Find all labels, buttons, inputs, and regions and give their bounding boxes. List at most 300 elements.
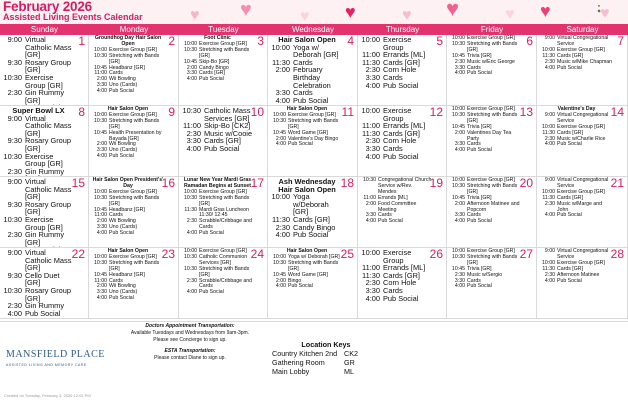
event-title: Stretching with Bands [GR] <box>109 52 160 65</box>
event-time: 11:30 <box>272 57 290 67</box>
event-title: Pub Social <box>383 151 419 161</box>
event-time: 10:45 <box>94 64 107 71</box>
event-title: Pub Social <box>557 141 582 148</box>
day-cell <box>0 106 89 177</box>
day-number: 18 <box>340 177 354 190</box>
event-time: 3:30 <box>186 136 201 146</box>
event-title: Music w/Cooie <box>204 128 253 138</box>
day-header: Monday <box>89 24 179 35</box>
event-time: 3:30 <box>454 64 465 71</box>
day-number: 7 <box>617 35 624 48</box>
location-code: GR <box>344 358 355 367</box>
event-item <box>182 77 253 83</box>
location-name: Country Kitchen 2nd <box>272 349 338 358</box>
event-title: Headbanz [GR] <box>109 64 145 71</box>
event-item <box>450 71 522 77</box>
calendar-title: Assisted Living Events Calendar <box>3 12 143 22</box>
event-list <box>271 178 343 239</box>
heart-icon: ♥ <box>190 7 200 24</box>
event-time: 4:00 <box>186 289 197 296</box>
event-item <box>182 107 253 122</box>
day-number: 20 <box>519 177 533 190</box>
event-time: 9:30 <box>7 136 22 146</box>
day-header: Tuesday <box>179 24 268 35</box>
event-title: Pub Social <box>557 212 582 219</box>
event-list <box>3 178 74 248</box>
event-title: Cards [GR] <box>383 270 420 280</box>
event-item <box>271 66 343 89</box>
event-time: 2:00 <box>275 65 290 75</box>
event-time: 9:00 <box>544 35 555 41</box>
location-code: CK2 <box>344 349 358 358</box>
event-time: 3:30 <box>96 289 107 296</box>
event-list <box>450 178 522 225</box>
heart-icon: ♥ <box>345 2 356 22</box>
event-time: 10:30 <box>3 151 22 161</box>
event-title: Cards <box>109 212 123 219</box>
event-title: Corn Hole <box>383 278 417 288</box>
event-time: 10:45 <box>452 52 465 59</box>
event-list <box>3 107 74 177</box>
day-number: 9 <box>168 106 175 119</box>
event-title: Cards [GR] <box>383 128 420 138</box>
event-time: 3:30 <box>365 285 380 295</box>
event-time: 2:00 <box>454 129 465 136</box>
event-item <box>3 115 74 138</box>
day-number: 10 <box>250 106 264 119</box>
calendar-header <box>0 0 628 24</box>
event-title: Word Game [GR] <box>288 129 328 136</box>
event-item <box>450 113 522 125</box>
event-item <box>92 89 164 95</box>
event-title: Exercise Group <box>383 248 412 265</box>
event-time: 10:30 <box>184 253 197 260</box>
day-header: Sunday <box>0 24 89 35</box>
event-time: 10:00 <box>271 192 290 202</box>
event-title: Pub Social <box>288 283 313 290</box>
event-item <box>182 196 253 208</box>
day-header: Friday <box>447 24 537 35</box>
event-title: Music w/Sergio <box>467 271 503 278</box>
event-time: 3:30 <box>365 212 376 219</box>
event-time: 3:30 <box>365 72 380 82</box>
event-item <box>450 148 522 154</box>
event-time: 11:30 <box>542 52 555 59</box>
event-time: 10:45 <box>94 206 107 213</box>
event-time: 2:00 <box>454 200 465 207</box>
event-title: Cards <box>378 212 392 219</box>
event-title: Exercise Group [GR] <box>467 106 515 112</box>
event-list <box>92 178 164 237</box>
heart-icon: ♥ <box>446 0 460 21</box>
heart-icon: ♥ <box>505 6 515 23</box>
event-time: 11:30 <box>362 128 380 138</box>
event-time: 11:00 <box>362 263 380 273</box>
event-item <box>3 178 74 201</box>
event-list <box>361 107 432 160</box>
event-item <box>361 249 432 264</box>
event-title: Exercise Group [GR] <box>109 188 157 195</box>
day-number: 15 <box>71 177 85 190</box>
event-title: Cards <box>293 88 313 98</box>
logo-badge-icon: ● ◆ <box>597 3 601 13</box>
event-title: Exercise Group <box>383 106 412 123</box>
event-title: Exercise Group [GR] <box>557 46 605 53</box>
event-title: Trivia [GR] <box>467 265 492 272</box>
event-item <box>3 231 74 246</box>
event-item <box>3 168 74 177</box>
event-item <box>361 153 432 161</box>
event-time: 11:30 <box>184 206 197 213</box>
event-title: February Birthday Celebration <box>293 65 331 90</box>
event-title: Pub Social <box>293 230 329 240</box>
event-title: Errands [ML] <box>383 50 426 60</box>
event-title: Exercise Group [GR] <box>25 72 63 90</box>
event-title: Virtual Catholic Mass [GR] <box>25 177 72 202</box>
event-title: Exercise Group [GR] <box>467 35 515 41</box>
event-title: Pub Social <box>199 76 224 83</box>
event-item <box>3 249 74 272</box>
event-item <box>92 261 164 273</box>
event-item <box>271 97 343 105</box>
event-item <box>540 113 613 125</box>
transport-title: Doctors Appointment Transportation: <box>145 323 235 329</box>
event-title: Exercise Group [GR] <box>199 188 247 195</box>
event-time: 9:00 <box>7 177 22 186</box>
event-title: Candy Bingo <box>199 64 229 71</box>
event-list <box>540 178 613 219</box>
event-time: 10:00 <box>271 42 290 52</box>
event-title: Exercise Group [GR] <box>109 111 157 118</box>
location-name: Main Lobby <box>272 367 310 376</box>
location-keys <box>272 340 366 376</box>
heart-icon: ♥ <box>600 5 610 22</box>
event-item <box>182 231 253 237</box>
event-list <box>92 249 164 302</box>
event-list <box>540 249 613 284</box>
day-special-heading: Hair Salon Open President's' Day <box>92 177 164 189</box>
event-list <box>92 107 164 160</box>
event-title: Wii Bowling <box>109 141 136 148</box>
event-list <box>271 249 343 290</box>
event-time: 10:00 <box>361 106 380 115</box>
event-list <box>450 249 522 290</box>
event-title: Bingo <box>288 277 302 284</box>
event-title: Errands [ML] <box>383 263 426 273</box>
event-time: 4:00 <box>96 153 107 160</box>
event-list <box>271 36 343 104</box>
day-special-heading: Foot Clinic <box>204 35 231 41</box>
location-row <box>272 349 366 358</box>
event-time: 2:00 <box>365 200 376 207</box>
day-special-heading: Super Bowl LX <box>12 106 65 115</box>
event-time: 11:30 <box>542 265 555 272</box>
event-time: 4:00 <box>96 88 107 95</box>
event-list <box>182 36 253 83</box>
event-title: Virtual Congregational Service <box>557 35 609 47</box>
event-time: 4:00 <box>96 230 107 237</box>
event-time: 4:00 <box>365 218 376 225</box>
day-number: 4 <box>347 35 354 48</box>
location-row <box>272 367 366 376</box>
event-title: Uno (Cards) <box>109 82 138 89</box>
event-time: 10:00 <box>452 35 465 41</box>
event-list <box>3 249 74 317</box>
event-title: Stretching with Bands [GR] <box>288 259 339 272</box>
event-time: 10:30 <box>452 111 465 118</box>
event-title: Catholic Communion Services [GR] <box>199 253 248 266</box>
event-time: 2:30 <box>454 58 465 65</box>
event-time: 9:00 <box>7 113 22 123</box>
event-item <box>361 82 432 90</box>
day-number: 27 <box>519 248 533 261</box>
day-cell <box>179 35 268 106</box>
event-time: 4:00 <box>365 151 380 161</box>
event-time: 10:30 <box>3 72 22 82</box>
event-title: Exercise Group [GR] <box>288 111 336 118</box>
event-title: Word Game [GR] <box>288 271 328 278</box>
event-item <box>3 89 74 104</box>
event-title: Virtual Congregational Service <box>557 177 609 189</box>
event-list <box>271 107 343 148</box>
event-time: 9:30 <box>7 57 22 67</box>
event-title: Valentine's Day Bingo <box>288 135 339 142</box>
event-title: Errands [ML] <box>378 194 408 201</box>
event-title: Corn Hole <box>383 65 417 75</box>
event-title: Exercise Group [GR] <box>199 248 247 254</box>
event-item <box>361 107 432 122</box>
brand-subtitle: ASSISTED LIVING AND MEMORY CARE <box>6 363 87 367</box>
event-time: 10:00 <box>361 35 380 44</box>
event-title: Uno (Cards) <box>109 224 138 231</box>
event-time: 10:45 <box>273 271 286 278</box>
event-time: 4:00 <box>544 141 555 148</box>
day-number: 2 <box>168 35 175 48</box>
day-cell <box>0 35 89 106</box>
day-cell <box>268 177 358 248</box>
event-title: Pub Social <box>383 293 419 303</box>
day-cell <box>537 248 628 319</box>
day-cell <box>537 35 628 106</box>
event-list <box>361 36 432 89</box>
event-time: 4:00 <box>186 230 197 237</box>
event-time: 10:00 <box>452 106 465 112</box>
event-title: Exercise Group [GR] <box>467 248 515 254</box>
day-cell <box>179 106 268 177</box>
event-title: Cards <box>109 277 123 284</box>
event-time: 10:30 <box>273 259 286 266</box>
event-item <box>3 201 74 216</box>
event-list <box>3 36 74 106</box>
day-number: 13 <box>519 106 533 119</box>
event-time: 10:45 <box>184 58 197 65</box>
event-time: 10:00 <box>542 259 555 266</box>
event-title: Rosary Group [GR] <box>25 199 72 217</box>
event-title: Pub Social <box>199 289 224 296</box>
event-time: 10:30 <box>3 214 22 224</box>
day-cell <box>89 248 179 319</box>
day-cell <box>537 177 628 248</box>
day-header: Wednesday <box>268 24 358 35</box>
event-title: Stretching with Bands [GR] <box>199 265 250 278</box>
event-time: 11:00 <box>362 121 380 131</box>
event-title: Virtual Catholic Mass [GR] <box>25 113 72 138</box>
event-item <box>450 42 522 54</box>
event-title: Uno (Cards) <box>109 147 138 154</box>
day-cell <box>89 35 179 106</box>
event-title: Music w/Mike Chapman <box>557 58 613 65</box>
event-time: 4:00 <box>365 80 380 90</box>
event-list <box>361 178 432 225</box>
event-item <box>540 142 613 148</box>
event-time: 10:30 <box>94 194 107 201</box>
event-time: 10:30 <box>94 52 107 59</box>
day-special-heading: Valentine's Day <box>557 106 596 112</box>
event-time: 10:30 <box>452 182 465 189</box>
event-time: 3:30 <box>96 147 107 154</box>
event-title: Scrabble/Cribbage and Cards <box>199 277 253 290</box>
event-list <box>92 36 164 95</box>
event-time: 4:00 <box>544 64 555 71</box>
event-title: Rosary Group [GR] <box>25 285 72 303</box>
day-cell <box>89 106 179 177</box>
event-time: 2:30 <box>186 277 197 284</box>
day-number: 17 <box>250 177 264 190</box>
day-number: 3 <box>257 35 264 48</box>
event-title: Pub Social <box>109 153 134 160</box>
event-title: Gin Rummy <box>25 301 65 311</box>
event-title: Exercise Group [GR] <box>109 253 157 260</box>
event-item <box>271 261 343 273</box>
event-item <box>92 119 164 131</box>
event-title: Exercise Group <box>383 35 412 52</box>
day-cell <box>358 177 447 248</box>
event-title: Pub Social <box>25 308 61 318</box>
day-cell <box>0 177 89 248</box>
event-title: Exercise Group [GR] <box>557 188 605 195</box>
event-item <box>92 196 164 208</box>
event-item <box>92 154 164 160</box>
event-title: Pub Social <box>204 143 240 153</box>
event-title: Afternoon Matinee <box>557 271 600 278</box>
day-number: 6 <box>526 35 533 48</box>
event-title: Cards <box>467 64 481 71</box>
event-item <box>361 36 432 51</box>
event-time: 10:00 <box>94 111 107 118</box>
event-time: 10:00 <box>184 40 197 47</box>
day-cell <box>179 248 268 319</box>
event-title: Wii Bowling <box>109 283 136 290</box>
event-list <box>540 36 613 71</box>
event-title: Stretching with Bands [GR] <box>288 117 339 130</box>
day-cell <box>179 177 268 248</box>
event-title: Cards <box>383 72 403 82</box>
event-time: 4:00 <box>275 230 290 240</box>
event-time: 9:00 <box>7 248 22 257</box>
event-time: 2:30 <box>365 278 380 288</box>
event-time: 9:00 <box>544 248 555 254</box>
month-title: February 2026 <box>3 0 92 14</box>
event-title: Wii Bowling <box>109 76 136 83</box>
event-title: Yoga w/ Deborah [GR] <box>293 42 339 60</box>
event-time: 2:00 <box>96 76 107 83</box>
event-time: 4:00 <box>186 143 201 153</box>
event-time: 11:00 <box>362 50 380 60</box>
day-number: 21 <box>610 177 624 190</box>
event-title: Food Committee Meeting <box>378 200 417 213</box>
event-list <box>182 178 253 237</box>
event-title: Virtual Catholic Mass [GR] <box>25 35 72 60</box>
event-title: Cards [GR] <box>557 52 583 59</box>
event-title: Exercise Group [GR] <box>557 259 605 266</box>
event-title: Cards [GR] <box>293 214 330 224</box>
day-special-heading: Groundhog Day Hair Salon Open <box>94 35 162 47</box>
event-time: 2:30 <box>544 200 555 207</box>
day-cell <box>447 35 537 106</box>
event-title: Cards <box>109 70 123 77</box>
event-time: 3:30 <box>275 88 290 98</box>
event-item <box>271 119 343 131</box>
event-title: Trivia [GR] <box>467 123 492 130</box>
event-time: 10:00 <box>542 188 555 195</box>
event-title: Virtual Congregational Service <box>557 111 609 124</box>
event-time: 10:00 <box>452 248 465 254</box>
day-special-heading: Hair Salon Open <box>286 248 328 254</box>
event-time: 10:00 <box>452 177 465 183</box>
day-cell <box>268 35 358 106</box>
day-number: 23 <box>161 248 175 261</box>
event-time: 10:00 <box>273 253 286 260</box>
event-item <box>540 213 613 219</box>
event-item <box>3 59 74 74</box>
transport-line: Available Tuesdays and Wednesdays from 9am-3pm. <box>130 330 250 336</box>
event-time: 10:00 <box>94 253 107 260</box>
heart-icon: ♥ <box>402 7 412 24</box>
event-title: Yoga w/Deborah [GR] <box>293 192 329 217</box>
event-item <box>182 255 253 267</box>
event-item <box>271 193 343 216</box>
event-item <box>3 310 74 318</box>
event-time: 4:00 <box>186 76 197 83</box>
event-item <box>540 66 613 72</box>
event-time: 3:30 <box>454 212 465 219</box>
day-cell <box>447 106 537 177</box>
event-title: Cards [GR] <box>383 57 420 67</box>
day-number: 19 <box>429 177 443 190</box>
event-title: Exercise Group [GR] <box>557 123 605 130</box>
event-title: Stretching with Bands [GR] <box>467 40 518 53</box>
event-time: 2:30 <box>186 128 201 138</box>
event-time: 11:30 <box>362 270 380 280</box>
event-title: Stretching with Bands [GR] <box>467 182 518 195</box>
event-time: 4:00 <box>275 141 286 148</box>
day-number: 5 <box>436 35 443 48</box>
event-time: 4:00 <box>275 283 286 290</box>
event-item <box>361 295 432 303</box>
event-time: 10:00 <box>184 248 197 254</box>
event-time: 10:30 <box>94 117 107 124</box>
event-title: Cards [GR] <box>557 194 583 201</box>
event-title: Pub Social <box>109 295 134 302</box>
day-number: 24 <box>250 248 264 261</box>
day-number: 12 <box>429 106 443 119</box>
event-title: Virtual Congregational Service <box>557 248 609 260</box>
event-time: 10:00 <box>542 123 555 130</box>
event-title: Stretching with Bands [GR] <box>109 259 160 272</box>
day-cell <box>268 106 358 177</box>
event-item <box>3 287 74 302</box>
event-title: Headbanz [GR] <box>109 271 145 278</box>
